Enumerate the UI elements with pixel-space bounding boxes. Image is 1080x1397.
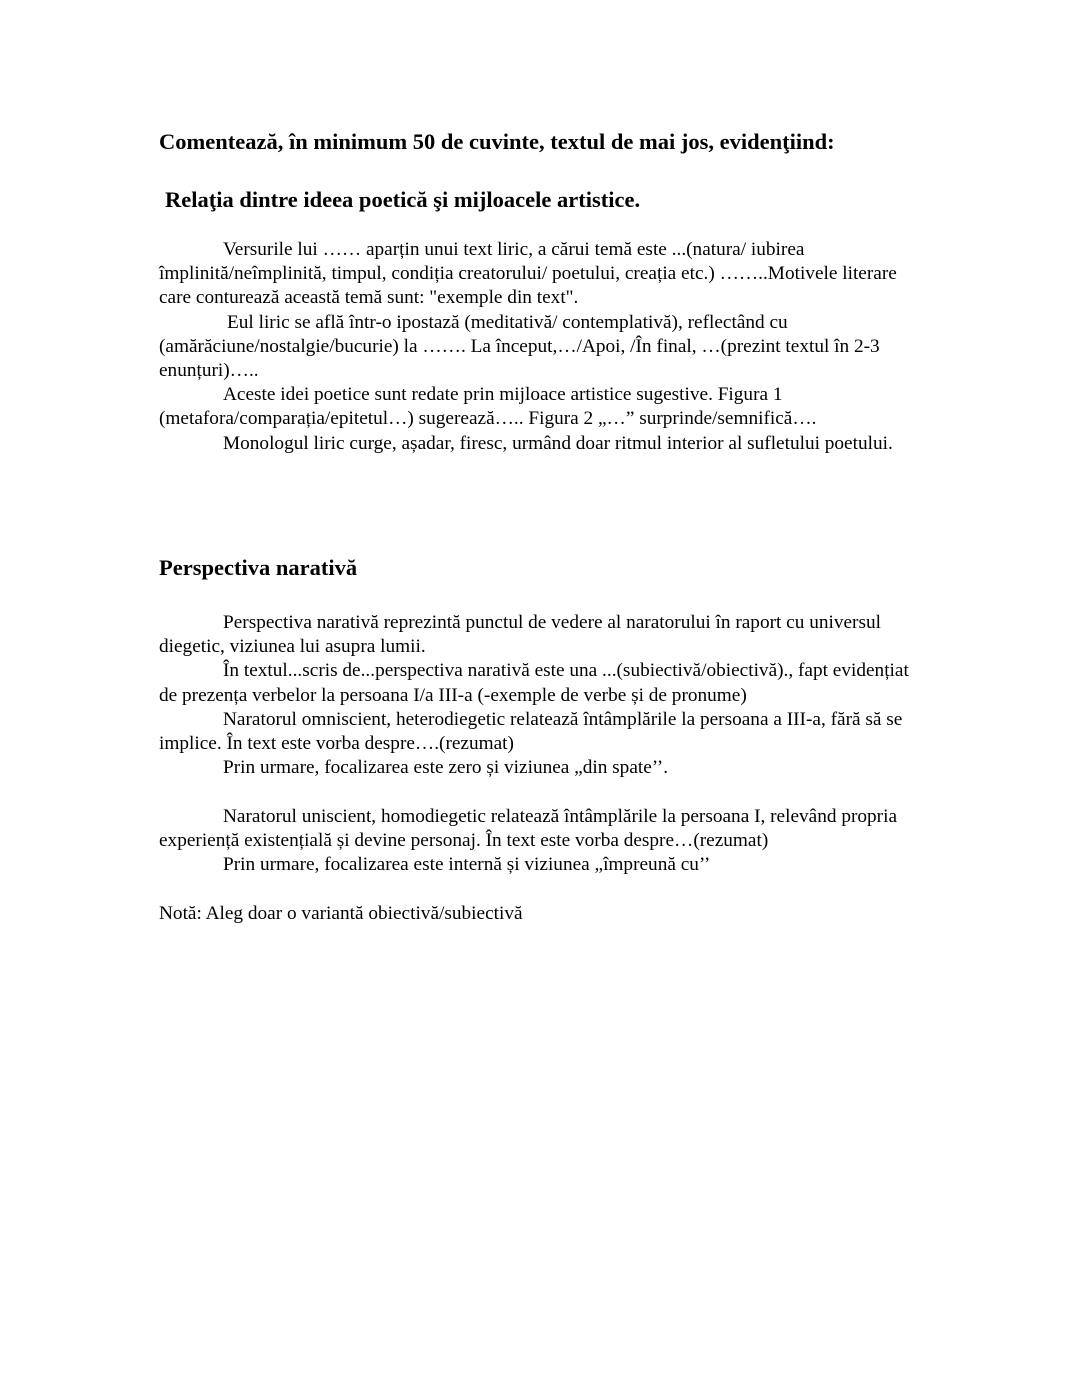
section-heading-perspective: Perspectiva narativă — [159, 555, 358, 580]
paragraph: Naratorul omniscient, heterodiegetic relatează întâmplările la persoana a III-a, fără să se implice. În text este vorba despre….(rezumat) — [159, 708, 903, 755]
paragraph: Naratorul uniscient, homodiegetic relatează întâmplările la persoana I, relevând propria experiență existențială și devine personaj. În text este vorba despre…(rezumat) — [159, 806, 898, 852]
paragraph: Prin urmare, focalizarea este zero și viziunea „din spate’’. — [223, 757, 669, 779]
perspective-alt-body — [159, 805, 929, 878]
paragraph: În textul...scris de...perspectiva narativă este una ...(subiectivă/obiectivă)., fapt evidențiat de prezența verbelor la persoana I/a III-a (-exemple de verbe și de pronume) — [159, 660, 909, 706]
poetic-section-body — [159, 238, 929, 456]
paragraph: Aceste idei poetice sunt redate prin mijloace artistice sugestive. Figura 1 (metafora/comparația/epitetul…) sugerează….. Figura 2 „…” surprinde/semnifică…. — [159, 384, 817, 430]
note-block — [159, 902, 929, 926]
note-text: Notă: Aleg doar o variantă obiectivă/subiectivă — [159, 903, 523, 924]
paragraph: Eul liric se află într-o ipostază (meditativă/ contemplativă), reflectând cu (amărăciune/nostalgie/bucurie) la ……. La început,…/Apoi, /În final, …(prezint textul în 2-3 enunțuri)….. — [159, 311, 880, 382]
paragraph: Prin urmare, focalizarea este internă și viziunea „împreună cu’’ — [223, 854, 711, 876]
perspective-section-body — [159, 611, 929, 780]
page-title: Comentează, în minimum 50 de cuvinte, textul de mai jos, evidenţiind: — [159, 129, 835, 154]
paragraph: Monologul liric curge, așadar, firesc, urmând doar ritmul interior al sufletului poetului. — [223, 432, 893, 454]
section-heading-relation: Relaţia dintre ideea poetică şi mijloacele artistice. — [165, 187, 641, 212]
paragraph: Versurile lui …… aparțin unui text liric, a cărui temă este ...(natura/ iubirea împlinită/neîmplinită, timpul, condiția creatorului/ poetului, creația etc.) ……..Motivele literare care conturează această temă sunt: "exemple din text". — [159, 239, 897, 309]
paragraph: Perspectiva narativă reprezintă punctul de vedere al naratorului în raport cu universul diegetic, viziunea lui asupra lumii. — [159, 612, 881, 658]
